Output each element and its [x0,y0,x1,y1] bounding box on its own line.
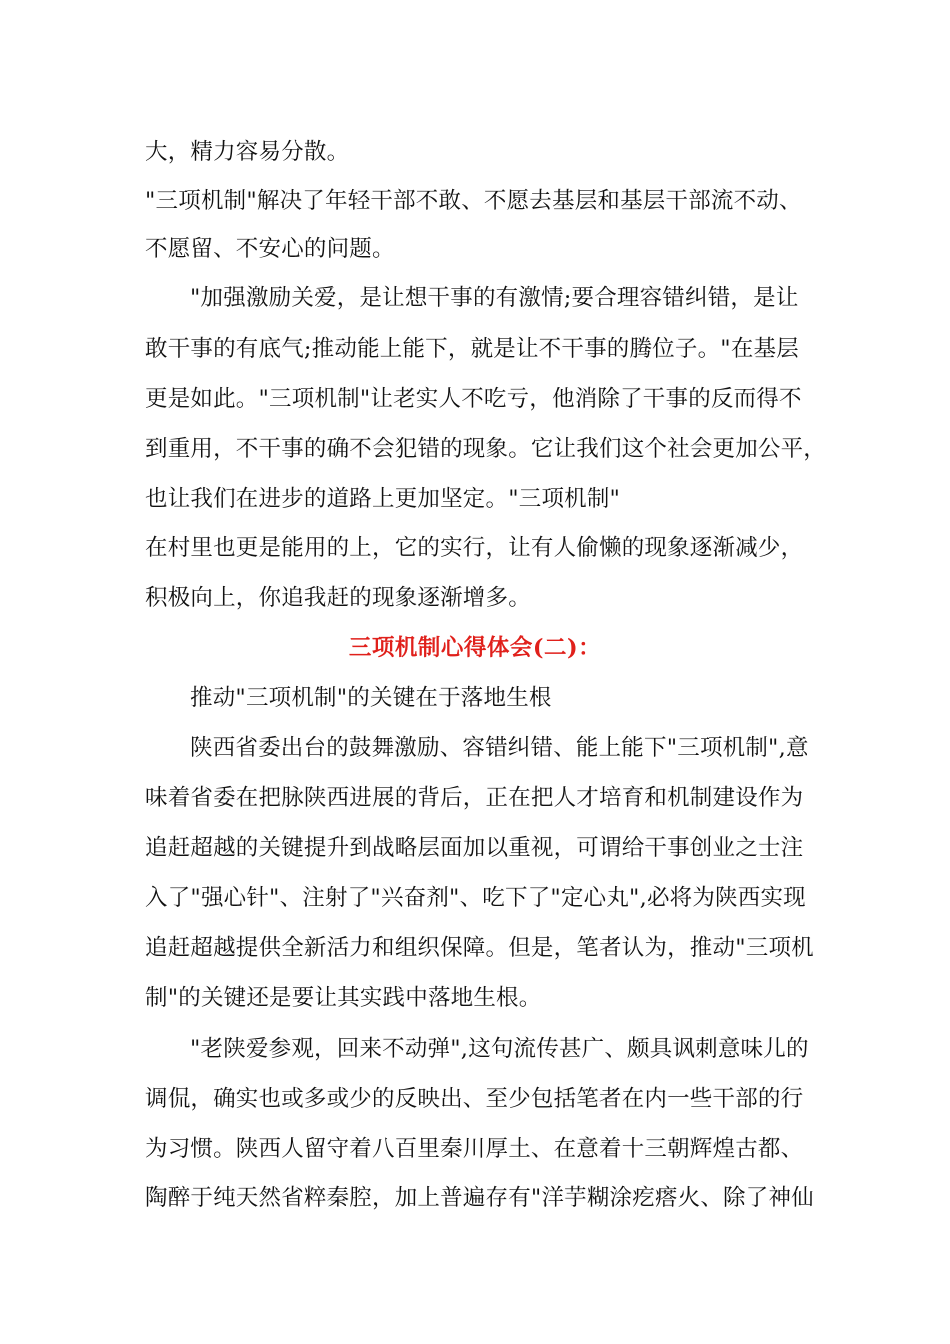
text-line: 积极向上，你追我赶的现象逐渐增多。 [145,585,531,611]
paragraph-start-line: "老陕爱参观，回来不动弹",这句流传甚广、颇具讽刺意味儿的 [190,1036,809,1062]
text-line: 调侃，确实也或多或少的反映出、至少包括笔者在内一些干部的行 [145,1086,804,1112]
text-line: "三项机制"解决了年轻干部不敢、不愿去基层和基层干部流不动、 [145,188,802,214]
text-line: 在村里也更是能用的上，它的实行，让有人偷懒的现象逐渐减少， [145,535,804,561]
text-line: 味着省委在把脉陕西进展的背后，正在把人才培育和机制建设作为 [145,785,804,811]
text-line: 入了"强心针"、注射了"兴奋剂"、吃下了"定心丸",必将为陕西实现 [145,885,806,911]
text-line: 追赶超越的关键提升到战略层面加以重视，可谓给干事创业之士注 [145,835,804,861]
section-subtitle: 推动"三项机制"的关键在于落地生根 [190,685,552,711]
text-line: 到重用，不干事的确不会犯错的现象。它让我们这个社会更加公平， [145,436,827,462]
text-line: 不愿留、不安心的问题。 [145,236,395,262]
paragraph-start-line: "加强激励关爱，是让想干事的有激情;要合理容错纠错，是让 [190,285,799,311]
text-line: 敢干事的有底气;推动能上能下，就是让不干事的腾位子。"在基层 [145,336,799,362]
text-line: 制"的关键还是要让其实践中落地生根。 [145,985,542,1011]
section-heading: 三项机制心得体会(二)： [348,635,602,661]
text-line: 为习惯。陕西人留守着八百里秦川厚土、在意着十三朝辉煌古都、 [145,1136,804,1162]
text-line: 大，精力容易分散。 [145,139,350,165]
text-line: 更是如此。"三项机制"让老实人不吃亏，他消除了干事的反而得不 [145,386,802,412]
text-line: 陶醉于纯天然省粹秦腔，加上普遍存有"洋芋糊涂疙瘩火、除了神仙 [145,1185,814,1211]
paragraph-start-line: 陕西省委出台的鼓舞激励、容错纠错、能上能下"三项机制",意 [190,735,809,761]
text-line: 也让我们在进步的道路上更加坚定。"三项机制" [145,486,621,512]
text-line: 追赶超越提供全新活力和组织保障。但是，笔者认为，推动"三项机 [145,935,814,961]
